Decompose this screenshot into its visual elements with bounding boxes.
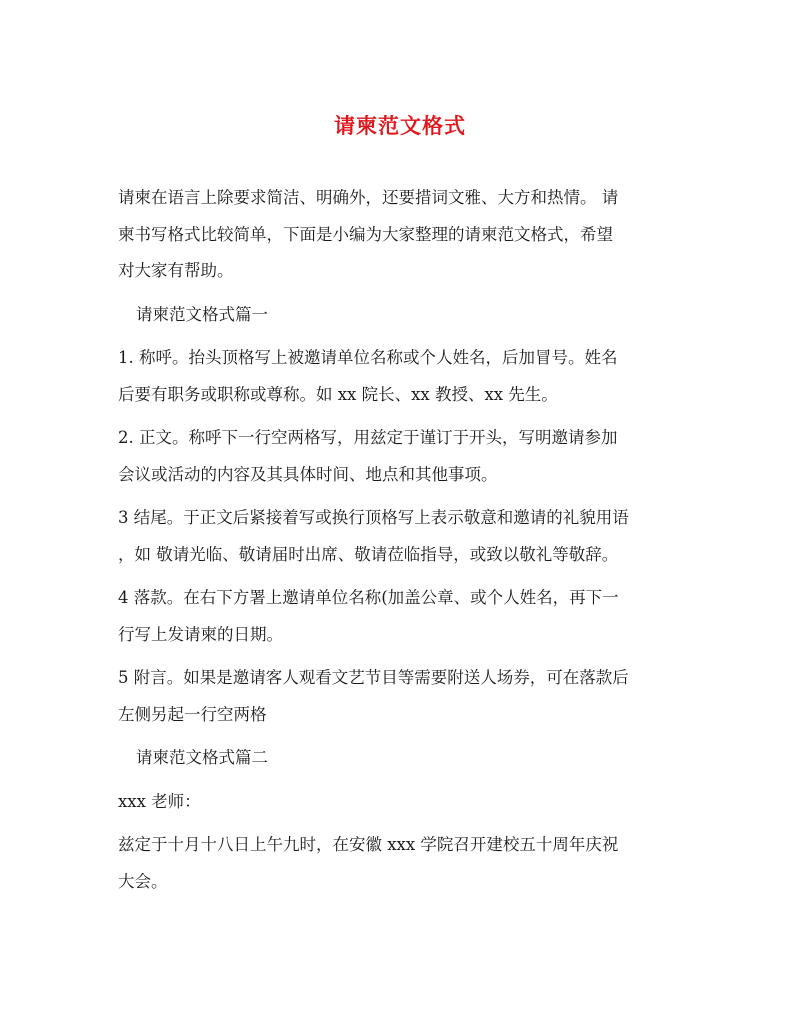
invitation-body: [118, 827, 688, 900]
document-body: [118, 180, 688, 900]
list-item-3: [118, 500, 688, 573]
intro-line: 柬书写格式比较简单，下面是小编为大家整理的请柬范文格式，希望: [118, 224, 613, 244]
paragraph-line: ，如 敬请光临、敬请届时出席、敬请莅临指导，或致以敬礼等敬辞。: [118, 544, 619, 564]
salutation: xxx 老师：: [118, 791, 201, 811]
intro-line: 对大家有帮助。: [118, 261, 234, 280]
paragraph-line: 3 结尾。于正文后紧接着写或换行顶格写上表示敬意和邀请的礼貌用语: [118, 508, 629, 527]
document-title: 请柬范文格式: [334, 113, 466, 138]
paragraph-line: 会议或活动的内容及其具体时间、地点和其他事项。: [118, 464, 498, 484]
list-item-2: [118, 420, 688, 493]
intro-line: 请柬在语言上除要求简洁、明确外，还要措词文雅、大方和热情。 请: [118, 188, 619, 207]
paragraph-line: 行写上发请柬的日期。: [118, 624, 283, 644]
section-heading-1: 请柬范文格式篇一: [136, 304, 268, 324]
list-item-5: [118, 660, 688, 733]
paragraph-line: 4 落款。在右下方署上邀请单位名称(加盖公章、或个人姓名，再下一: [118, 588, 619, 607]
paragraph-line: 5 附言。如果是邀请客人观看文艺节目等需要附送人场券，可在落款后: [118, 668, 629, 687]
paragraph-line: 1. 称呼。抬头顶格写上被邀请单位名称或个人姓名，后加冒号。姓名: [118, 348, 618, 367]
paragraph-line: 2. 正文。称呼下一行空两格写，用兹定于谨订于开头，写明邀请参加: [118, 428, 618, 447]
list-item-4: [118, 580, 688, 653]
paragraph-line: 兹定于十月十八日上午九时，在安徽 xxx 学院召开建校五十周年庆祝: [118, 835, 619, 854]
list-item-1: [118, 340, 688, 413]
intro-paragraph: [118, 180, 688, 290]
paragraph-line: 左侧另起一行空两格: [118, 704, 267, 724]
paragraph-line: 大会。: [118, 871, 168, 891]
section-heading-2: 请柬范文格式篇二: [136, 748, 268, 767]
paragraph-line: 后要有职务或职称或尊称。如 xx 院长、xx 教授、xx 先生。: [118, 384, 558, 404]
